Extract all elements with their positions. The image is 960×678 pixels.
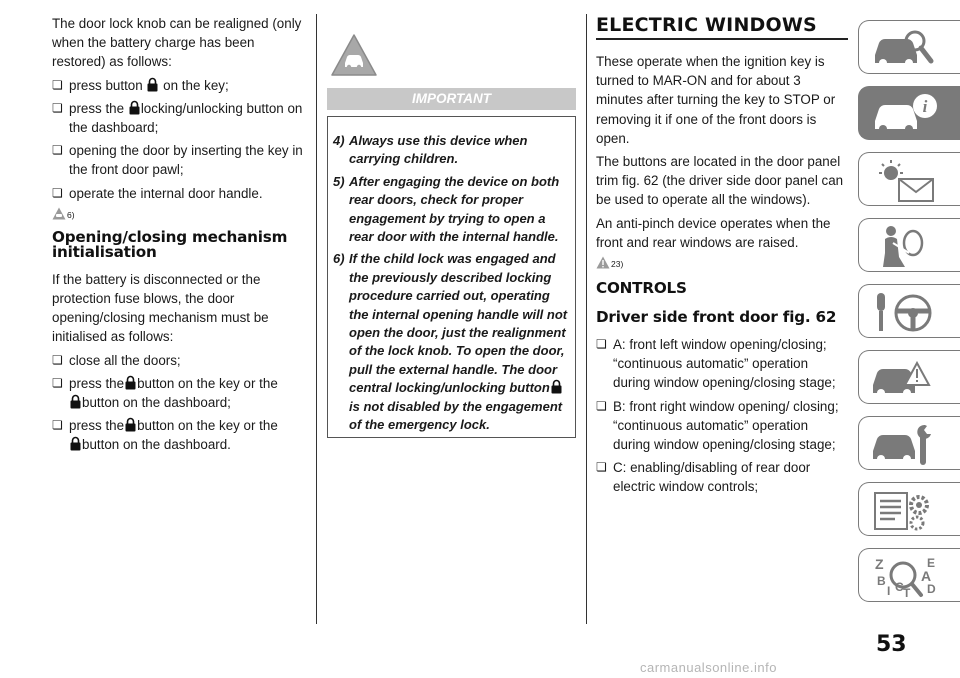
svg-text:D: D xyxy=(927,582,936,596)
paragraph: An anti-pinch device operates when the front and rear windows are raised. xyxy=(596,215,831,250)
svg-text:i: i xyxy=(922,97,928,116)
svg-text:T: T xyxy=(903,586,911,599)
lock-icon xyxy=(70,394,81,409)
bullet-box-icon: ❏ xyxy=(596,460,607,475)
bullet-box-icon: ❏ xyxy=(52,185,63,200)
key-steering-wheel-icon xyxy=(869,289,939,335)
lock-icon xyxy=(125,417,136,432)
car-emergency-icon xyxy=(869,355,939,401)
warning-lights-message-icon xyxy=(869,157,939,203)
bullet-box-icon: ❏ xyxy=(52,418,63,433)
list-item: ❏ close all the doors; xyxy=(52,351,310,370)
lock-icon xyxy=(551,379,562,394)
list-item: ❏ press the button on the key or the button on the dashboard; xyxy=(52,375,278,411)
bullet-box-icon: ❏ xyxy=(52,100,63,115)
column-right xyxy=(596,14,848,501)
lock-icon xyxy=(70,436,81,451)
airbag-passenger-icon xyxy=(869,223,939,269)
page-title: ELECTRIC WINDOWS xyxy=(596,14,817,36)
watermark: carmanualsonline.info xyxy=(640,660,777,675)
controls-heading: CONTROLS xyxy=(596,279,687,298)
car-warning-icon xyxy=(52,207,66,220)
important-box xyxy=(327,116,576,438)
alphabetical-index-icon xyxy=(869,553,939,599)
tab-warning-lights[interactable] xyxy=(858,152,960,206)
tab-car-search[interactable] xyxy=(858,20,960,74)
init-intro: If the battery is disconnected or the protection fuse blows, the door opening/closing mechanism must be initialised as follows: xyxy=(52,271,269,345)
tab-maintenance[interactable] xyxy=(858,416,960,470)
lock-icon xyxy=(129,100,140,115)
svg-text:Z: Z xyxy=(875,556,884,572)
lock-icon xyxy=(147,77,158,92)
bullet-box-icon: ❏ xyxy=(52,352,63,367)
list-item: ❏ opening the door by inserting the key in the front door pawl; xyxy=(52,143,303,178)
column-divider xyxy=(586,14,587,624)
tab-safety[interactable] xyxy=(858,218,960,272)
lock-icon xyxy=(125,375,136,390)
warning-reference: 23) xyxy=(596,256,848,269)
bullet-box-icon: ❏ xyxy=(52,375,63,390)
list-item: ❏ press the button on the key or the button on the dashboard. xyxy=(52,418,278,453)
warning-triangle-icon xyxy=(596,256,610,269)
bullet-box-icon: ❏ xyxy=(52,77,63,92)
important-title: IMPORTANT xyxy=(327,88,576,110)
svg-text:C: C xyxy=(895,580,904,594)
tab-starting-driving[interactable] xyxy=(858,284,960,338)
bullet-box-icon: ❏ xyxy=(596,337,607,352)
car-warning-icon xyxy=(330,33,378,77)
realign-intro: The door lock knob can be realigned (only when the battery charge has been restored) as follows: xyxy=(52,16,302,70)
bullet-box-icon: ❏ xyxy=(52,143,63,158)
paragraph: These operate when the ignition key is turned to MAR-ON and for about 3 minutes after turning the key to STOP or removing it if one of the front doors is open. xyxy=(596,54,836,146)
car-wrench-icon xyxy=(869,421,939,467)
chapter-tabs xyxy=(858,20,960,614)
list-item: ❏ operate the internal door handle. xyxy=(52,184,310,203)
tab-index[interactable] xyxy=(858,548,960,602)
tab-technical-data[interactable] xyxy=(858,482,960,536)
tab-car-info[interactable] xyxy=(858,86,960,140)
svg-text:A: A xyxy=(921,568,932,584)
tech-specs-gears-icon xyxy=(869,487,939,533)
column-left xyxy=(52,14,310,459)
column-divider xyxy=(316,14,317,624)
section-heading: Driver side front door fig. 62 xyxy=(596,308,837,327)
svg-text:I: I xyxy=(887,584,891,598)
svg-text:E: E xyxy=(927,556,936,570)
tab-emergency[interactable] xyxy=(858,350,960,404)
title-underline xyxy=(596,38,848,40)
paragraph: The buttons are located in the door panel trim fig. 62 (the driver side door panel can be used to operate all the windows). xyxy=(596,154,844,208)
bullet-box-icon: ❏ xyxy=(596,398,607,413)
svg-text:B: B xyxy=(877,574,886,588)
note-item: 4) Always use this device when carrying children. xyxy=(333,133,528,167)
list-item: ❏ press button on the key; xyxy=(52,76,310,95)
list-item: ❏ A: front left window opening/closing; “continuous automatic” operation during window opening/closing stage; xyxy=(596,337,836,391)
list-item: ❏ B: front right window opening/ closing; “continuous automatic” operation during window opening/closing stage; xyxy=(596,398,839,453)
section-heading: Opening/closing mechanism initialisation xyxy=(52,227,288,261)
car-search-icon xyxy=(869,25,939,71)
page-number: 53 xyxy=(876,632,907,657)
warning-reference: 6) xyxy=(52,207,310,220)
list-item: ❏ press the locking/unlocking button on the dashboard; xyxy=(52,100,303,136)
note-item: 5) After engaging the device on both rear doors, check for proper engagement by trying to open a rear door with the internal handle. xyxy=(333,173,560,245)
car-info-icon xyxy=(869,91,939,137)
note-item: 6) If the child lock was engaged and the previously described locking procedure carried out, operating the internal opening handle will not open the door, just the realignment of the lock knob. To open the door, pull the external handle. The door central locking/unlocking button is not disabled by the engagement of the emergency lock. xyxy=(333,251,568,433)
list-item: ❏ C: enabling/disabling of rear door electric window controls; xyxy=(596,460,811,495)
